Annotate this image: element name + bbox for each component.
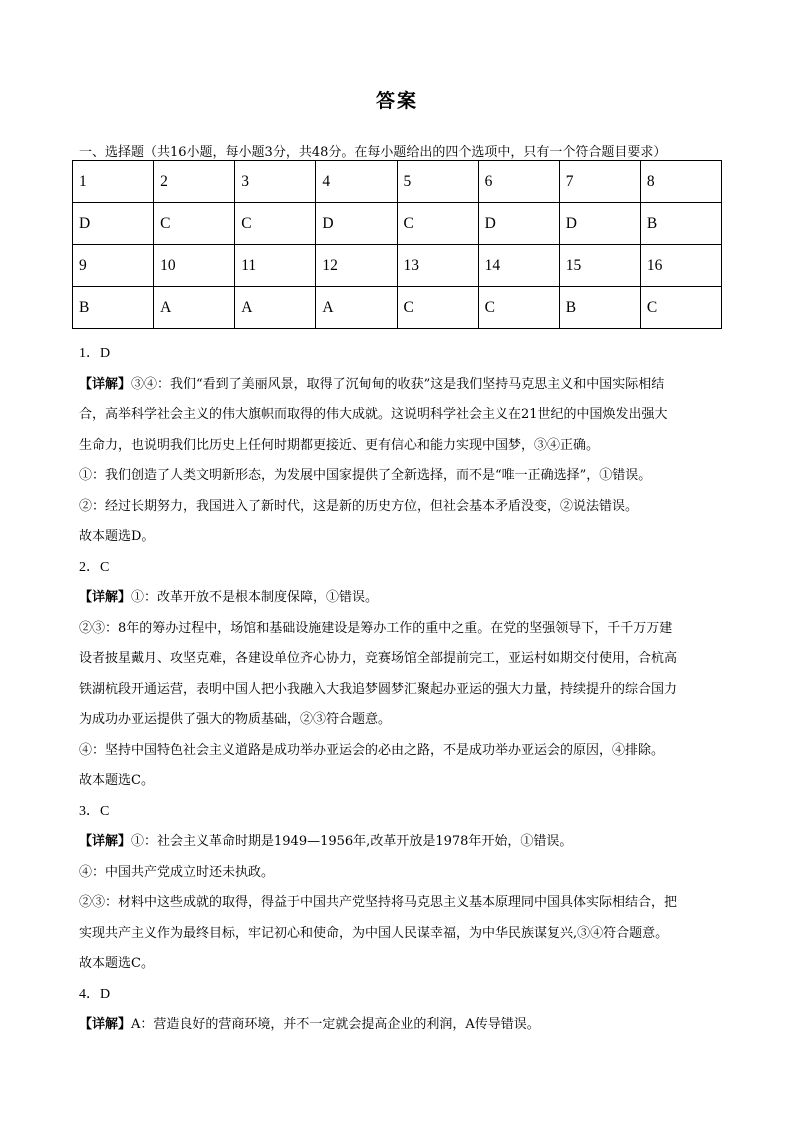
answer-cell: C — [478, 287, 559, 329]
question-number-cell: 6 — [478, 161, 559, 203]
answer-cell: B — [559, 287, 640, 329]
explanation-line: 合，高举科学社会主义的伟大旗帜而取得的伟大成就。这说明科学社会主义在21世纪的中国焕发出强大 — [79, 407, 668, 422]
answer-cell: A — [154, 287, 235, 329]
detail-label: 【详解】 — [79, 376, 132, 392]
explanation-line: 设者披星戴月、攻坚克难，各建设单位齐心协力，竞赛场馆全部提前完工，亚运村如期交付使用，合杭高 — [79, 651, 678, 666]
explanation-line — [79, 1010, 719, 1041]
detail-label: 【详解】 — [79, 590, 132, 605]
question-number-cell: 16 — [640, 245, 721, 287]
answer-cell: C — [397, 287, 478, 329]
answer-cell: D — [478, 203, 559, 245]
detail-label: 【详解】 — [79, 834, 132, 849]
answer-cell: A — [235, 287, 316, 329]
question-number-cell: 2 — [154, 161, 235, 203]
explanation-line: ④：中国共产党成立时还未执政。 — [79, 864, 275, 880]
question-number-cell: 4 — [316, 161, 397, 203]
explanations — [79, 339, 719, 1041]
question-number-cell: 1 — [73, 161, 154, 203]
answer-cell: A — [316, 287, 397, 329]
explanation-line: 为成功办亚运提供了强大的物质基础，②③符合题意。 — [79, 712, 392, 727]
explanation-line: 生命力，也说明我们比历史上任何时期都更接近、更有信心和能力实现中国梦，③④正确。 — [79, 437, 600, 453]
table-row — [73, 203, 722, 245]
explanation-text: ③④：我们“看到了美丽风景，取得了沉甸甸的收获”这是我们坚持马克思主义和中国实际相结 — [131, 376, 665, 392]
detail-label: 【详解】 — [79, 1017, 132, 1032]
table-row — [73, 161, 722, 203]
section-header: 一、选择题（共16小题，每小题3分，共48分。在每小题给出的四个选项中，只有一个符合题目要求） — [79, 145, 667, 160]
question-number-cell: 10 — [154, 245, 235, 287]
answer-cell: C — [154, 203, 235, 245]
question-answer-label: 4．D — [79, 986, 111, 1002]
answer-cell: B — [73, 287, 154, 329]
explanation-text: A：营造良好的营商环境，并不一定就会提高企业的利润，A传导错误。 — [131, 1017, 540, 1032]
explanation-line: ②：经过长期努力，我国进入了新时代，这是新的历史方位，但社会基本矛盾没变，②说法错误。 — [79, 498, 639, 514]
explanation-line — [79, 583, 719, 614]
question-number-cell: 12 — [316, 245, 397, 287]
explanation-line: 故本题选D。 — [79, 529, 155, 544]
answer-cell: C — [640, 287, 721, 329]
table-row — [73, 287, 722, 329]
question-answer-label: 3．C — [79, 803, 110, 819]
table-row — [73, 245, 722, 287]
answer-table — [72, 160, 722, 329]
explanation-line: 铁湖杭段开通运营，表明中国人把小我融入大我追梦圆梦汇聚起办亚运的强大力量，持续提升的综合国力 — [79, 681, 678, 697]
explanation-line — [79, 827, 719, 858]
question-answer-label: 2．C — [79, 559, 110, 575]
question-number-cell: 7 — [559, 161, 640, 203]
question-number-cell: 11 — [235, 245, 316, 287]
question-number-cell: 14 — [478, 245, 559, 287]
answer-cell: C — [235, 203, 316, 245]
question-number-cell: 5 — [397, 161, 478, 203]
explanation-text: ①：改革开放不是根本制度保障，①错误。 — [131, 590, 379, 605]
answer-cell: D — [559, 203, 640, 245]
explanation-line: 故本题选C。 — [79, 773, 154, 788]
page-title: 答案 — [375, 90, 418, 112]
explanation-line: ②③：8年的筹办过程中，场馆和基础设施建设是筹办工作的重中之重。在党的坚强领导下，千千万万建 — [79, 620, 673, 636]
question-number-cell: 8 — [640, 161, 721, 203]
answer-cell: B — [640, 203, 721, 245]
question-number-cell: 9 — [73, 245, 154, 287]
answer-cell: D — [316, 203, 397, 245]
explanation-line — [79, 370, 719, 401]
question-number-cell: 13 — [397, 245, 478, 287]
explanation-line: ①：我们创造了人类文明新形态，为发展中国家提供了全新选择，而不是“唯一正确选择”，①错误。 — [79, 468, 652, 483]
answer-cell: C — [397, 203, 478, 245]
question-number-cell: 15 — [559, 245, 640, 287]
question-number-cell: 3 — [235, 161, 316, 203]
explanation-line: ④：坚持中国特色社会主义道路是成功举办亚运会的必由之路，不是成功举办亚运会的原因，④排除。 — [79, 742, 665, 758]
explanation-line: ②③：材料中这些成就的取得，得益于中国共产党坚持将马克思主义基本原理同中国具体实际相结合，把 — [79, 895, 678, 910]
explanation-line: 故本题选C。 — [79, 956, 154, 971]
answer-cell: D — [73, 203, 154, 245]
explanation-line: 实现共产主义作为最终目标，牢记初心和使命，为中国人民谋幸福，为中华民族谋复兴,③④符合题意。 — [79, 925, 669, 941]
explanation-text: ①：社会主义革命时期是1949—1956年,改革开放是1978年开始，①错误。 — [131, 834, 573, 849]
question-answer-label: 1．D — [79, 346, 111, 361]
